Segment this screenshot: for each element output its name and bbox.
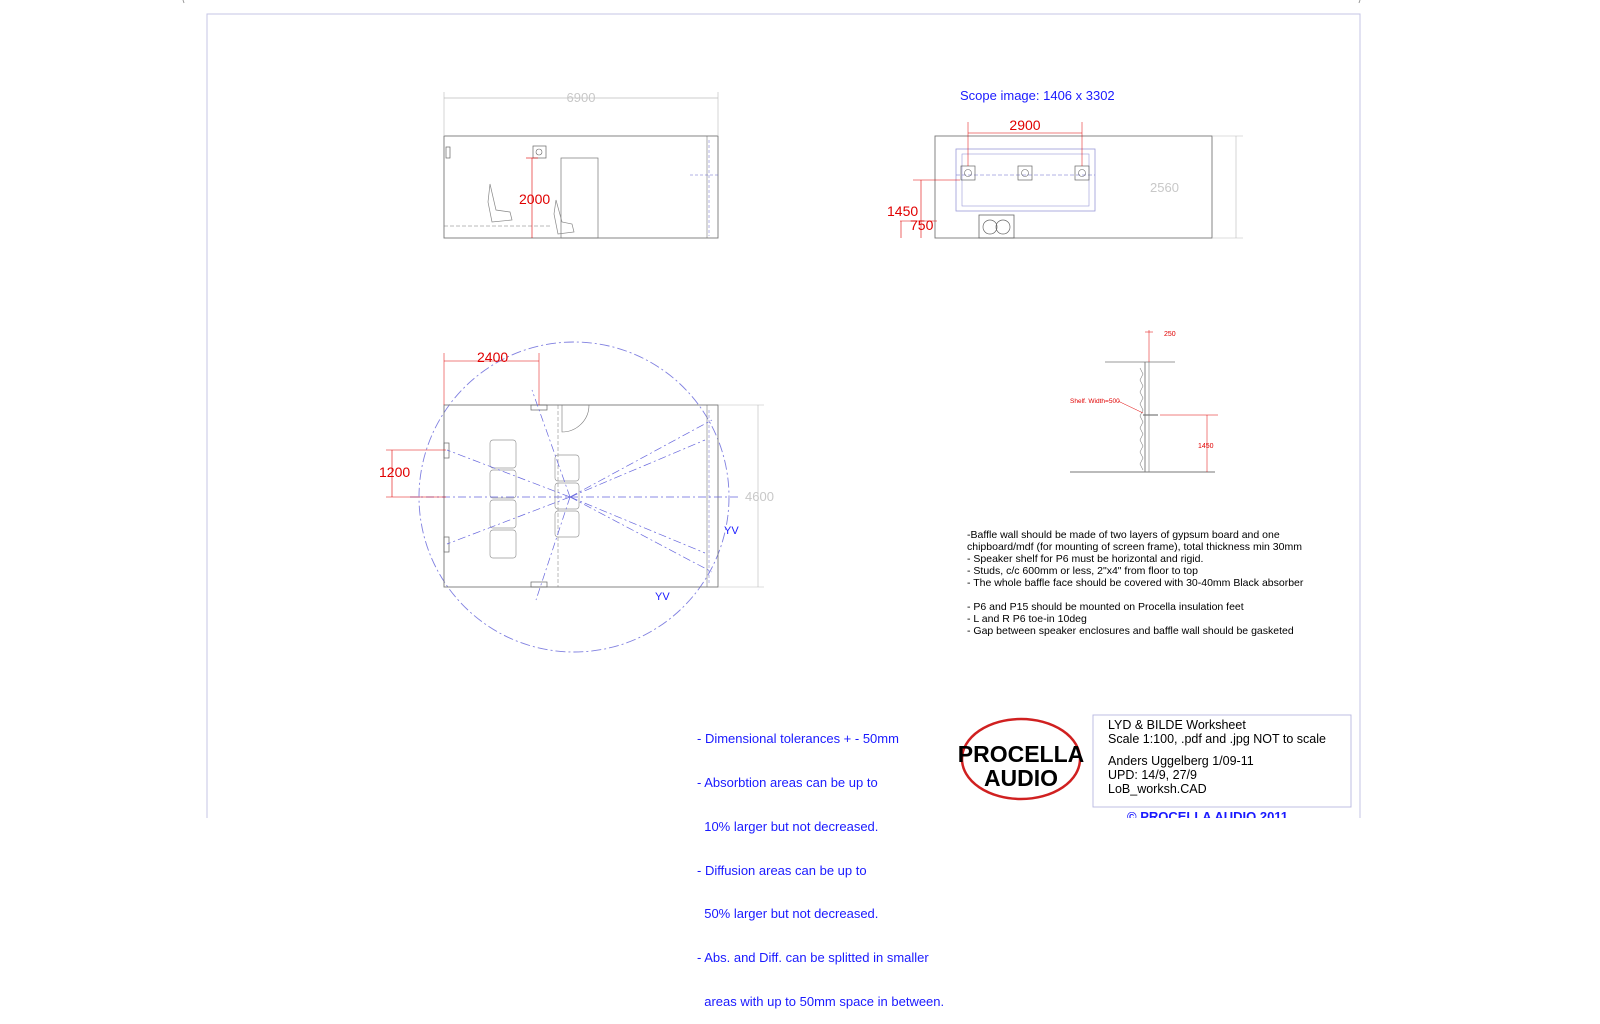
baffle-note: -Baffle wall should be made of two layers of gypsum board and one bbox=[967, 529, 1280, 541]
side-view bbox=[444, 90, 718, 238]
side-width-dim: 6900 bbox=[566, 90, 596, 105]
scope-image-label: Scope image: 1406 x 3302 bbox=[960, 88, 1115, 103]
title-line: LoB_worksh.CAD bbox=[1108, 782, 1207, 796]
front-view bbox=[887, 88, 1243, 238]
baffle-notes bbox=[967, 529, 1303, 637]
baffle-note: - Gap between speaker enclosures and baffle wall should be gasketed bbox=[967, 625, 1294, 637]
title-line: Scale 1:100, .pdf and .jpg NOT to scale bbox=[1108, 732, 1326, 746]
baffle-note bbox=[967, 589, 1303, 601]
tolerance-note: - Diffusion areas can be up to bbox=[697, 862, 867, 878]
lower-dim: 750 bbox=[910, 217, 934, 233]
tolerance-note: 10% larger but not decreased. bbox=[697, 818, 879, 834]
shelf-width-label: Shelf. Width=500 bbox=[1070, 398, 1120, 405]
plan-offset-dim: 2400 bbox=[477, 349, 509, 365]
tolerance-note: 50% larger but not decreased. bbox=[697, 906, 879, 922]
shelf-height-dim: 1450 bbox=[887, 203, 919, 219]
logo-line2: AUDIO bbox=[983, 765, 1059, 791]
speaker-spacing-dim: 2900 bbox=[1009, 117, 1041, 133]
title-block bbox=[1108, 718, 1326, 796]
baffle-note: - P6 and P15 should be mounted on Procella insulation feet bbox=[967, 601, 1244, 613]
tolerance-note: - Abs. and Diff. can be splitted in smaller bbox=[697, 950, 929, 966]
tolerance-note: - Dimensional tolerances + - 50mm bbox=[697, 731, 899, 747]
title-line: LYD & BILDE Worksheet bbox=[1108, 718, 1246, 732]
title-line: UPD: 14/9, 27/9 bbox=[1108, 768, 1197, 782]
yv-label-right: YV bbox=[724, 525, 739, 537]
baffle-note: - Speaker shelf for P6 must be horizontal and rigid. bbox=[967, 553, 1204, 565]
tolerance-note: - Absorbtion areas can be up to bbox=[697, 774, 878, 790]
section-detail bbox=[1070, 330, 1218, 472]
section-top-dim: 250 bbox=[1164, 331, 1176, 338]
section-height-dim: 1450 bbox=[1198, 443, 1214, 450]
tolerance-note: areas with up to 50mm space in between. bbox=[697, 993, 945, 1009]
logo-line1: PROCELLA bbox=[957, 741, 1085, 767]
baffle-note: chipboard/mdf (for mounting of screen frame), total thickness min 30mm bbox=[967, 541, 1302, 553]
tolerance-notes bbox=[697, 703, 944, 1024]
front-height-dim: 2560 bbox=[1150, 180, 1179, 195]
plan-view bbox=[379, 342, 774, 652]
side-height-dim: 2000 bbox=[519, 191, 551, 207]
baffle-note: - L and R P6 toe-in 10deg bbox=[967, 613, 1087, 625]
baffle-note: - The whole baffle face should be covered with 30-40mm Black absorber bbox=[967, 577, 1304, 589]
sheet-frame bbox=[207, 14, 1360, 818]
title-line: Anders Uggelberg 1/09-11 bbox=[1108, 754, 1254, 768]
procella-logo bbox=[958, 719, 1085, 799]
plan-depth-dim: 4600 bbox=[745, 489, 774, 504]
plan-side-dim: 1200 bbox=[379, 464, 411, 480]
yv-label-bottom: YV bbox=[655, 591, 670, 603]
baffle-note: - Studs, c/c 600mm or less, 2"x4" from floor to top bbox=[967, 565, 1198, 577]
copyright: © PROCELLA AUDIO 2011 bbox=[1127, 809, 1289, 818]
